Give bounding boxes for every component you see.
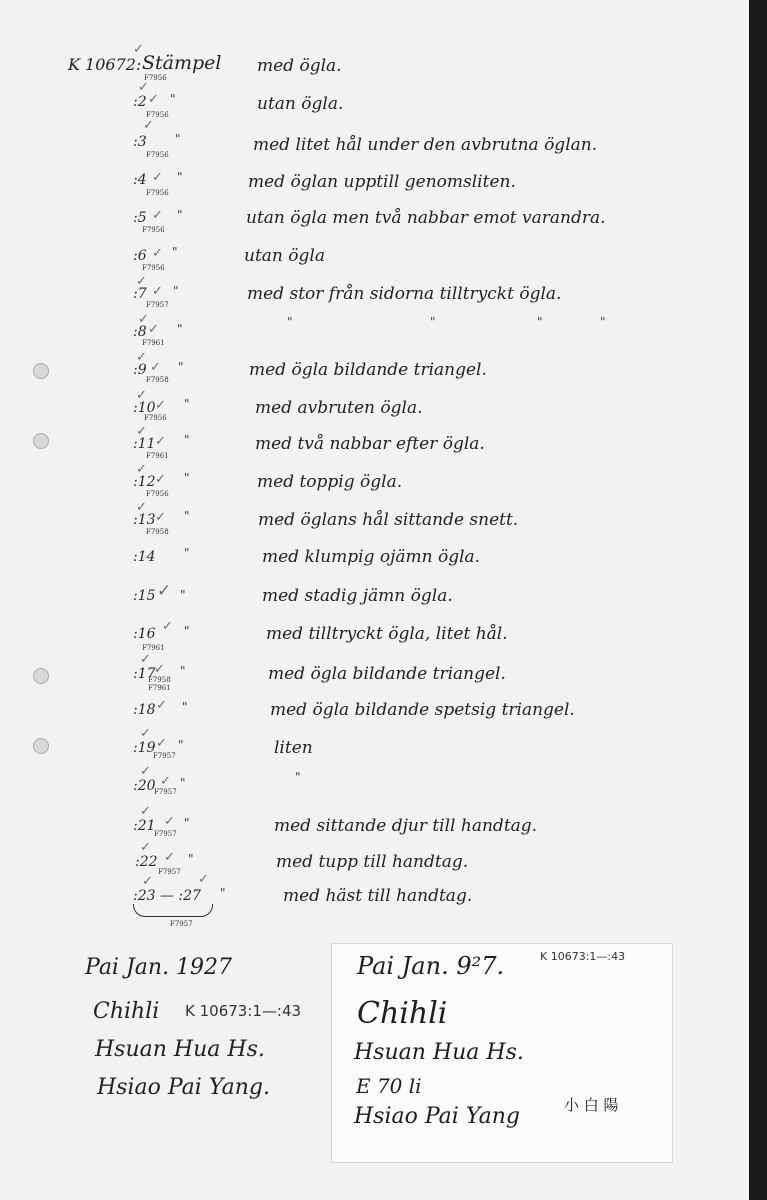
ditto-mark: " <box>173 284 179 298</box>
entry-number: :19 <box>133 740 156 756</box>
check-mark: ✓ <box>142 874 153 889</box>
entry-description: med avbruten ögla. <box>255 398 423 418</box>
check-mark: ✓ <box>136 500 147 515</box>
entry-number: :22 <box>135 854 158 870</box>
check-mark: ✓ <box>164 814 175 829</box>
entry-row <box>0 172 740 208</box>
check-mark: ✓ <box>157 581 172 601</box>
check-mark: ✓ <box>136 388 147 403</box>
ditto-mark: " <box>537 315 543 329</box>
f-code: F7957 <box>154 830 177 838</box>
entry-row <box>0 652 740 700</box>
entry-description: utan ögla men två nabbar emot varandra. <box>246 208 606 228</box>
check-mark: ✓ <box>143 118 154 133</box>
ditto-mark: " <box>177 170 183 184</box>
ditto-mark: " <box>184 624 190 638</box>
check-mark: ✓ <box>152 208 163 223</box>
entry-number: :14 <box>133 549 156 565</box>
f-code: F7957 <box>158 868 181 876</box>
province: Chihli <box>93 999 160 1024</box>
entry-description: med häst till handtag. <box>283 886 473 906</box>
label-province: Chihli <box>357 996 448 1031</box>
entry-row <box>0 726 740 774</box>
f-code: F7961 <box>142 339 165 347</box>
entry-row <box>0 462 740 508</box>
entry-row <box>0 118 740 168</box>
entry-number: :3 <box>133 134 147 150</box>
ditto-mark: " <box>188 852 194 866</box>
ditto-mark: " <box>184 397 190 411</box>
attached-label <box>331 943 673 1163</box>
ditto-mark: " <box>184 816 190 830</box>
entry-row <box>0 500 740 546</box>
entry-description: med litet hål under den avbrutna öglan. <box>253 135 598 155</box>
entry-description: med två nabbar efter ögla. <box>255 434 485 454</box>
label-village: Hsiao Pai Yang <box>354 1104 521 1129</box>
f-code: F7958 <box>146 528 169 536</box>
entry-row <box>0 210 740 246</box>
f-code: F7961 <box>146 452 169 460</box>
entry-number: :9 <box>133 362 147 378</box>
f-code: F7956 <box>146 490 169 498</box>
check-mark: ✓ <box>156 736 167 751</box>
entry-number: :6 <box>133 248 147 264</box>
entry-row <box>0 700 740 736</box>
ditto-mark: " <box>220 886 226 900</box>
ditto-mark: " <box>172 245 178 259</box>
bracket <box>133 904 213 917</box>
entry-row <box>0 840 740 888</box>
entry-number: :8 <box>133 324 147 340</box>
check-mark: ✓ <box>148 322 159 337</box>
catalogue-range: K 10673:1—:43 <box>185 1002 302 1020</box>
check-mark: ✓ <box>133 42 144 57</box>
label-chinese-characters: 小 白 陽 <box>564 1096 619 1114</box>
entry-description: med sittande djur till handtag. <box>274 816 538 836</box>
entry-number: :10 <box>133 400 156 416</box>
entry-number: :2 <box>133 94 147 110</box>
check-mark: ✓ <box>150 360 161 375</box>
entry-number: :20 <box>133 778 156 794</box>
ditto-mark: " <box>182 700 188 714</box>
entry-number: :5 <box>133 210 147 226</box>
ditto-mark: " <box>295 770 301 784</box>
entry-number: :12 <box>133 474 156 490</box>
entry-number: :7 <box>133 286 147 302</box>
object-type: Stämpel <box>142 52 222 74</box>
entry-description: med stor från sidorna tilltryckt ögla. <box>247 284 562 304</box>
ditto-mark: " <box>600 315 606 329</box>
f-code: F7956 <box>142 226 165 234</box>
village: Hsiao Pai Yang. <box>97 1075 271 1100</box>
check-mark: ✓ <box>136 350 147 365</box>
collection-date: Pai Jan. 1927 <box>85 955 233 980</box>
entry-row <box>0 619 740 660</box>
entry-number: :23 — :27 <box>133 888 201 904</box>
entry-number: :11 <box>133 436 156 452</box>
ditto-mark: " <box>287 315 293 329</box>
entry-row <box>0 388 740 434</box>
ditto-mark: " <box>184 471 190 485</box>
entry-description: liten <box>274 738 313 758</box>
entry-description: med tupp till handtag. <box>276 852 469 872</box>
entry-description: med ögla bildande spetsig triangel. <box>270 700 575 720</box>
catalogue-prefix: K 10672: <box>68 55 142 74</box>
entry-description: med stadig jämn ögla. <box>262 586 453 606</box>
entry-row <box>0 804 740 852</box>
entry-description: med ögla bildande triangel. <box>268 664 506 684</box>
label-district: Hsuan Hua Hs. <box>354 1040 524 1065</box>
check-mark: ✓ <box>156 698 167 713</box>
entry-row <box>0 764 740 812</box>
check-mark: ✓ <box>140 764 151 779</box>
f-code: F7957 <box>146 301 169 309</box>
entry-description: med öglan upptill genomsliten. <box>248 172 516 192</box>
label-catalogue-range: K 10673:1—:43 <box>540 950 626 963</box>
entry-number: :21 <box>133 818 156 834</box>
check-mark: ✓ <box>198 872 209 887</box>
entry-row <box>0 52 740 88</box>
f-code: F7956 <box>142 264 165 272</box>
ditto-row <box>0 315 740 335</box>
entry-description: med öglans hål sittande snett. <box>258 510 519 530</box>
entry-description: med ögla bildande triangel. <box>249 360 487 380</box>
label-date: Pai Jan. 9²7. <box>357 952 505 980</box>
f-code: F7958 F7961 <box>148 676 171 692</box>
check-mark: ✓ <box>136 462 147 477</box>
entry-number: :13 <box>133 512 156 528</box>
check-mark: ✓ <box>152 170 163 185</box>
ditto-mark: " <box>430 315 436 329</box>
entry-description: med ögla. <box>257 56 342 76</box>
ditto-mark: " <box>177 208 183 222</box>
entry-description: med toppig ögla. <box>257 472 403 492</box>
entry-row <box>0 424 740 470</box>
entry-number: :17 <box>133 666 156 682</box>
label-distance: E 70 li <box>356 1074 422 1098</box>
entry-description: utan ögla <box>244 246 325 266</box>
check-mark: ✓ <box>136 274 147 289</box>
f-code: F7961 <box>142 644 165 652</box>
entry-description: utan ögla. <box>257 94 344 114</box>
ditto-mark: " <box>184 433 190 447</box>
district: Hsuan Hua Hs. <box>95 1037 265 1062</box>
ditto-mark: " <box>184 546 190 560</box>
f-code: F7956 <box>146 189 169 197</box>
entry-row <box>0 80 740 126</box>
check-mark: ✓ <box>140 726 151 741</box>
ditto-mark: " <box>178 360 184 374</box>
check-mark: ✓ <box>140 840 151 855</box>
ditto-mark: " <box>180 588 186 602</box>
f-code: F7958 <box>146 376 169 384</box>
entry-number: :4 <box>133 172 147 188</box>
ditto-mark: " <box>184 509 190 523</box>
f-code: F7957 <box>170 920 193 928</box>
ditto-mark: " <box>180 776 186 790</box>
entry-row <box>0 350 740 396</box>
check-mark: ✓ <box>140 804 151 819</box>
entry-row <box>0 245 740 284</box>
check-mark: ✓ <box>138 80 149 95</box>
entry-number: :15 <box>133 588 156 604</box>
check-mark: ✓ <box>140 652 151 667</box>
check-mark: ✓ <box>138 312 149 327</box>
check-mark: ✓ <box>155 398 166 413</box>
ditto-mark: " <box>175 132 181 146</box>
check-mark: ✓ <box>152 284 163 299</box>
f-code: F7956 <box>146 111 169 119</box>
check-mark: ✓ <box>148 92 159 107</box>
ditto-mark: " <box>177 322 183 336</box>
check-mark: ✓ <box>164 850 175 865</box>
check-mark: ✓ <box>155 472 166 487</box>
entry-description: med tilltryckt ögla, litet hål. <box>266 624 508 644</box>
f-code: F7957 <box>153 752 176 760</box>
entry-description: med klumpig ojämn ögla. <box>262 547 481 567</box>
check-mark: ✓ <box>154 662 165 677</box>
entry-number: :16 <box>133 626 156 642</box>
ditto-mark: " <box>178 738 184 752</box>
check-mark: ✓ <box>136 424 147 439</box>
check-mark: ✓ <box>160 774 171 789</box>
check-mark: ✓ <box>162 619 173 634</box>
entry-row <box>0 872 740 928</box>
entry-number: :18 <box>133 702 156 718</box>
entry-row <box>0 581 740 622</box>
check-mark: ✓ <box>155 434 166 449</box>
f-code: F7957 <box>154 788 177 796</box>
f-code: F7956 <box>144 414 167 422</box>
ditto-mark: " <box>180 664 186 678</box>
f-code: F7956 <box>144 74 167 82</box>
entry-row <box>0 547 740 583</box>
check-mark: ✓ <box>155 510 166 525</box>
f-code: F7956 <box>146 151 169 159</box>
check-mark: ✓ <box>152 246 163 261</box>
ditto-mark: " <box>170 92 176 106</box>
